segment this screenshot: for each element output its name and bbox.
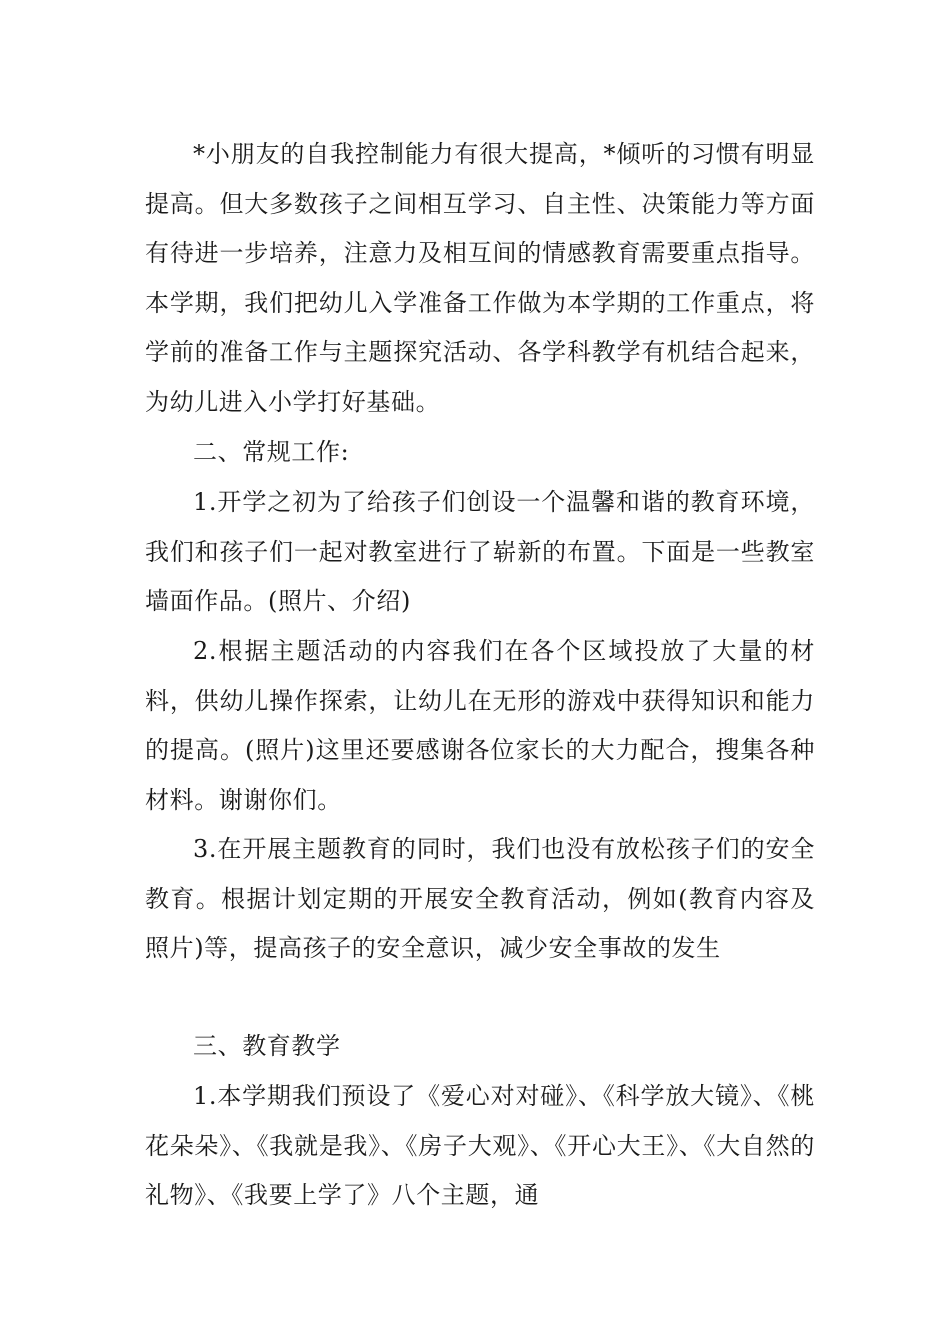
paragraph-classroom-environment xyxy=(145,478,815,627)
paragraph-area-materials xyxy=(145,627,815,825)
heading-text: 三、教育教学 xyxy=(193,1032,341,1060)
paragraph-text: 2.根据主题活动的内容我们在各个区域投放了大量的材料，供幼儿操作探索，让幼儿在无形的游戏中获得知识和能力的提高。(照片)这里还要感谢各位家长的大力配合，搜集各种材料。谢谢你们。 xyxy=(145,637,815,814)
heading-routine-work xyxy=(145,428,815,478)
paragraph-text: *小朋友的自我控制能力有很大提高，*倾听的习惯有明显提高。但大多数孩子之间相互学习、自主性、决策能力等方面有待进一步培养，注意力及相互间的情感教育需要重点指导。本学期，我们把幼儿入学准备工作做为本学期的工作重点，将学前的准备工作与主题探究活动、各学科教学有机结合起来，为幼儿进入小学打好基础。 xyxy=(145,140,815,416)
paragraph-text: 1.开学之初为了给孩子们创设一个温馨和谐的教育环境，我们和孩子们一起对教室进行了崭新的布置。下面是一些教室墙面作品。(照片、介绍) xyxy=(145,488,815,616)
paragraph-safety-education xyxy=(145,825,815,974)
paragraph-themes xyxy=(145,1072,815,1221)
paragraph-text: 3.在开展主题教育的同时，我们也没有放松孩子们的安全教育。根据计划定期的开展安全教育活动，例如(教育内容及照片)等，提高孩子的安全意识，减少安全事故的发生 xyxy=(145,835,815,963)
paragraph-text: 1.本学期我们预设了《爱心对对碰》、《科学放大镜》、《桃花朵朵》、《我就是我》、《房子大观》、《开心大王》、《大自然的礼物》、《我要上学了》八个主题，通 xyxy=(145,1082,815,1210)
heading-text: 二、常规工作: xyxy=(193,438,350,466)
paragraph-self-control xyxy=(145,130,815,428)
heading-education-teaching xyxy=(145,1022,815,1072)
